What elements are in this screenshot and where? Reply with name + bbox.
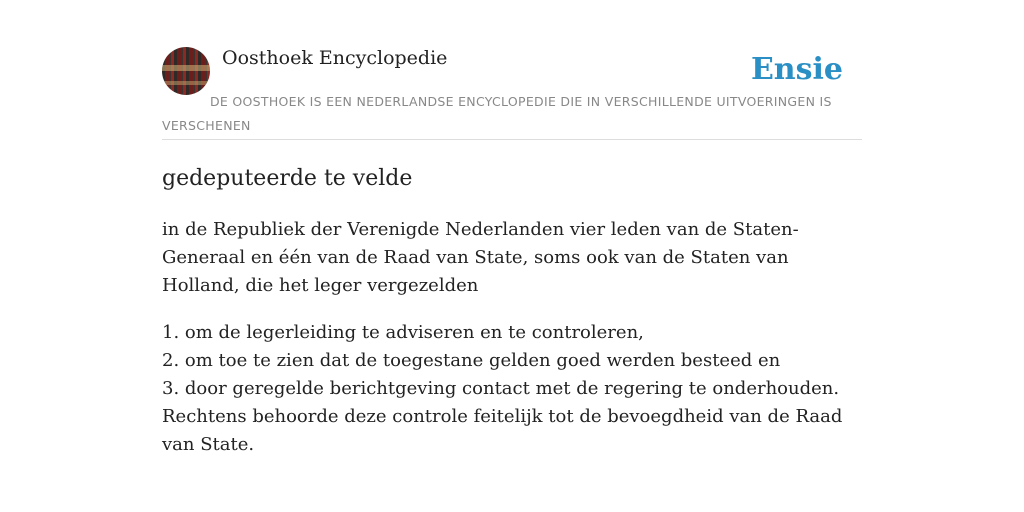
site-name[interactable]: Oosthoek Encyclopedie (222, 47, 448, 69)
list-item: 1. om de legerleiding te adviseren en te controleren, (162, 322, 644, 343)
closing-text: Rechtens behoorde deze controle feitelijk tot de bevoegdheid van de Raad van State. (162, 406, 843, 455)
entry-title: gedeputeerde te velde (162, 166, 413, 191)
site-tagline: DE OOSTHOEK IS EEN NEDERLANDSE ENCYCLOPEDIE DIE IN VERSCHILLENDE UITVOERINGEN IS VERSCHENEN (162, 94, 832, 133)
site-avatar[interactable] (162, 47, 210, 95)
list-item: 2. om toe te zien dat de toegestane gelden goed werden besteed en (162, 350, 781, 371)
header-divider (162, 139, 862, 140)
ensie-logo-link[interactable]: Ensie (750, 52, 843, 87)
entry-definition: in de Republiek der Verenigde Nederlanden vier leden van de Staten-Generaal en één van de Raad van State, soms ook van de Staten van Holland, die het leger vergezelden (162, 219, 799, 296)
entry-body (162, 319, 867, 459)
list-item: 3. door geregelde berichtgeving contact met de regering te onderhouden. (162, 378, 840, 399)
